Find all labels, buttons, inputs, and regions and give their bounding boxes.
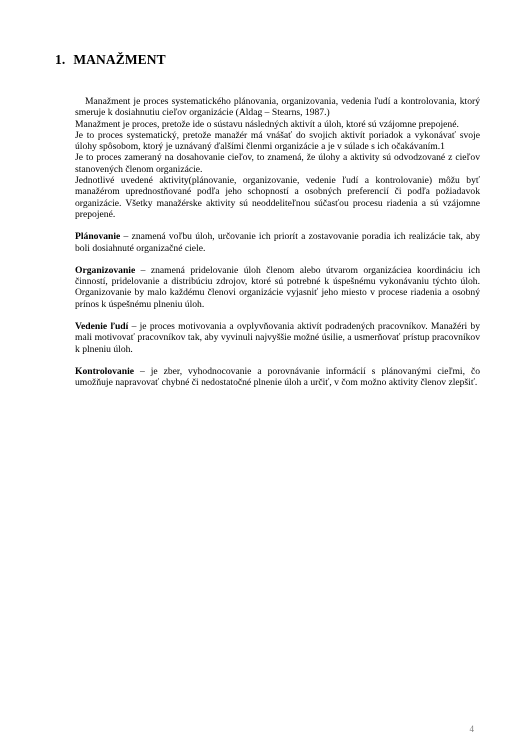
section-text: – je zber, vyhodnocovanie a porovnávanie informácií s plánovanými cieľmi, čo umožňuje napravovať chybné či nedostatočné plnenie úloh a určiť, v čom možno aktivity členov zlepšiť.: [75, 365, 480, 389]
intro-paragraph: Manažment je proces systematického plánovania, organizovania, vedenia ľudí a kontrolovania, ktorý smeruje k dosiahnutiu cieľov organizácie (Aldag – Stearns, 1987.): [75, 96, 480, 119]
section-term: Plánovanie: [75, 231, 121, 243]
chapter-heading: [55, 52, 166, 68]
section-planovanie: [75, 231, 480, 254]
section-text: – je proces motivovania a ovplyvňovania aktivít podradených pracovníkov. Manažéri by mali motivovať pracovníkov tak, aby vyvinuli najvyššie možné úsilie, a usmerňovať prístup pracovníkov k plneniu úloh.: [75, 321, 481, 355]
page-number: 4: [469, 724, 474, 734]
body-text: [75, 96, 480, 389]
section-term: Kontrolovanie: [75, 365, 134, 377]
intro-paragraph: Je to proces systematický, pretože manažér má vnášať do svojich aktivít poriadok a vykonávať svoje úlohy spôsobom, ktorý je uznávaný ďalšími členmi organizácie a je v súlade s ich očakávaním.1: [75, 129, 480, 153]
intro-paragraph: Manažment je proces, pretože ide o sústavu následných aktivít a úloh, ktoré sú vzájomne prepojené.: [75, 118, 459, 130]
intro-paragraph: Je to proces zameraný na dosahovanie cieľov, to znamená, že úlohy a aktivity sú odvodzované z cieľov stanovených členom organizácie.: [75, 152, 480, 175]
section-organizovanie: [75, 265, 480, 310]
intro-paragraph: Jednotlivé uvedené aktivity(plánovanie, organizovanie, vedenie ľudí a kontrolovanie) môžu byť manažérom uprednostňované podľa jeho schopností a osobných preferencií či podľa požiadavok organizácie. Všetky manažérske aktivity sú neoddeliteľnou súčasťou procesu riadenia a sú vzájomne prepojené.: [75, 175, 480, 220]
section-text: – znamená pridelovanie úloh členom alebo útvarom organizáciea koordináciu ich činností, pridelovanie a distribúciu zdrojov, ktoré sú potrebné k úspešnému vykonávaniu týchto úloh. Organizovanie by malo každému členovi organizácie vyjasniť jeho miesto v procese riadenia a osobný prínos k úspešnému plneniu úloh.: [75, 264, 480, 310]
chapter-number: 1.: [55, 52, 66, 67]
section-term: Vedenie ľudí: [75, 321, 129, 333]
chapter-title: MANAŽMENT: [73, 52, 166, 67]
section-term: Organizovanie: [75, 264, 136, 276]
section-text: – znamená voľbu úloh, určovanie ich priorít a zostavovanie poradia ich realizácie tak, aby boli dosiahnuté organizačné ciele.: [75, 231, 480, 254]
section-vedenie-ludi: [75, 321, 480, 355]
section-kontrolovanie: [75, 366, 480, 389]
